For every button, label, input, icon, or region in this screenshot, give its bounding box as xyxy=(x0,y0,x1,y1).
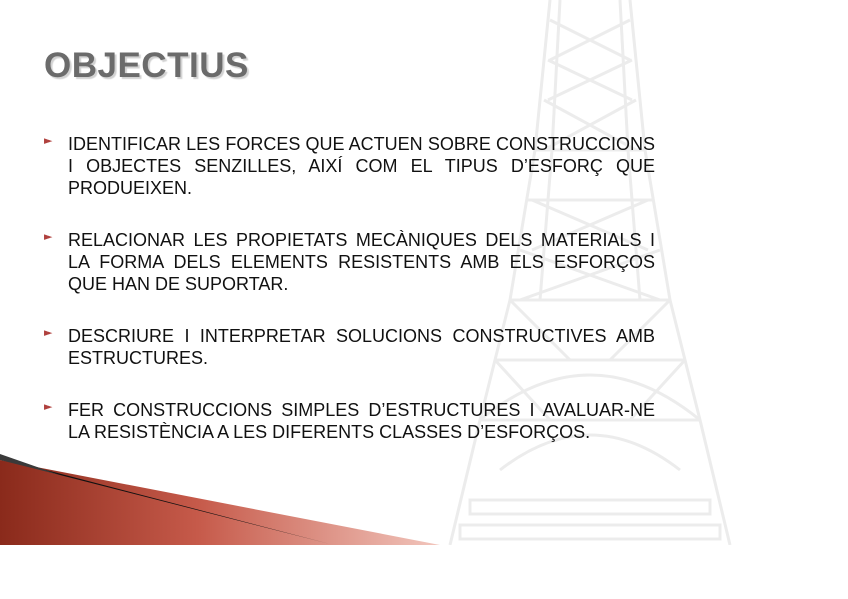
objective-text: IDENTIFICAR LES FORCES QUE ACTUEN SOBRE CONSTRUCCIONS I OBJECTES SENZILLES, AIXÍ COM EL TIPUS D’ESFORÇ QUE PRODUEIXEN. xyxy=(68,134,655,198)
triangle-right-icon: ► xyxy=(44,230,53,243)
slide-title: OBJECTIUS xyxy=(44,46,249,85)
objective-text: RELACIONAR LES PROPIETATS MECÀNIQUES DELS MATERIALS I LA FORMA DELS ELEMENTS RESISTENTS AMB ELS ESFORÇOS QUE HAN DE SUPORTAR. xyxy=(68,230,655,294)
list-item xyxy=(44,399,655,443)
triangle-right-icon: ► xyxy=(44,400,53,413)
list-item xyxy=(44,229,655,295)
list-item xyxy=(44,325,655,369)
objective-text: DESCRIURE I INTERPRETAR SOLUCIONS CONSTRUCTIVES AMB ESTRUCTURES. xyxy=(68,326,655,368)
triangle-right-icon: ► xyxy=(44,326,53,339)
list-item xyxy=(44,133,655,199)
objective-text: FER CONSTRUCCIONS SIMPLES D’ESTRUCTURES I AVALUAR-NE LA RESISTÈNCIA A LES DIFERENTS CLASSES D’ESFORÇOS. xyxy=(68,400,655,442)
triangle-right-icon: ► xyxy=(44,134,53,147)
objectives-list xyxy=(44,133,655,473)
